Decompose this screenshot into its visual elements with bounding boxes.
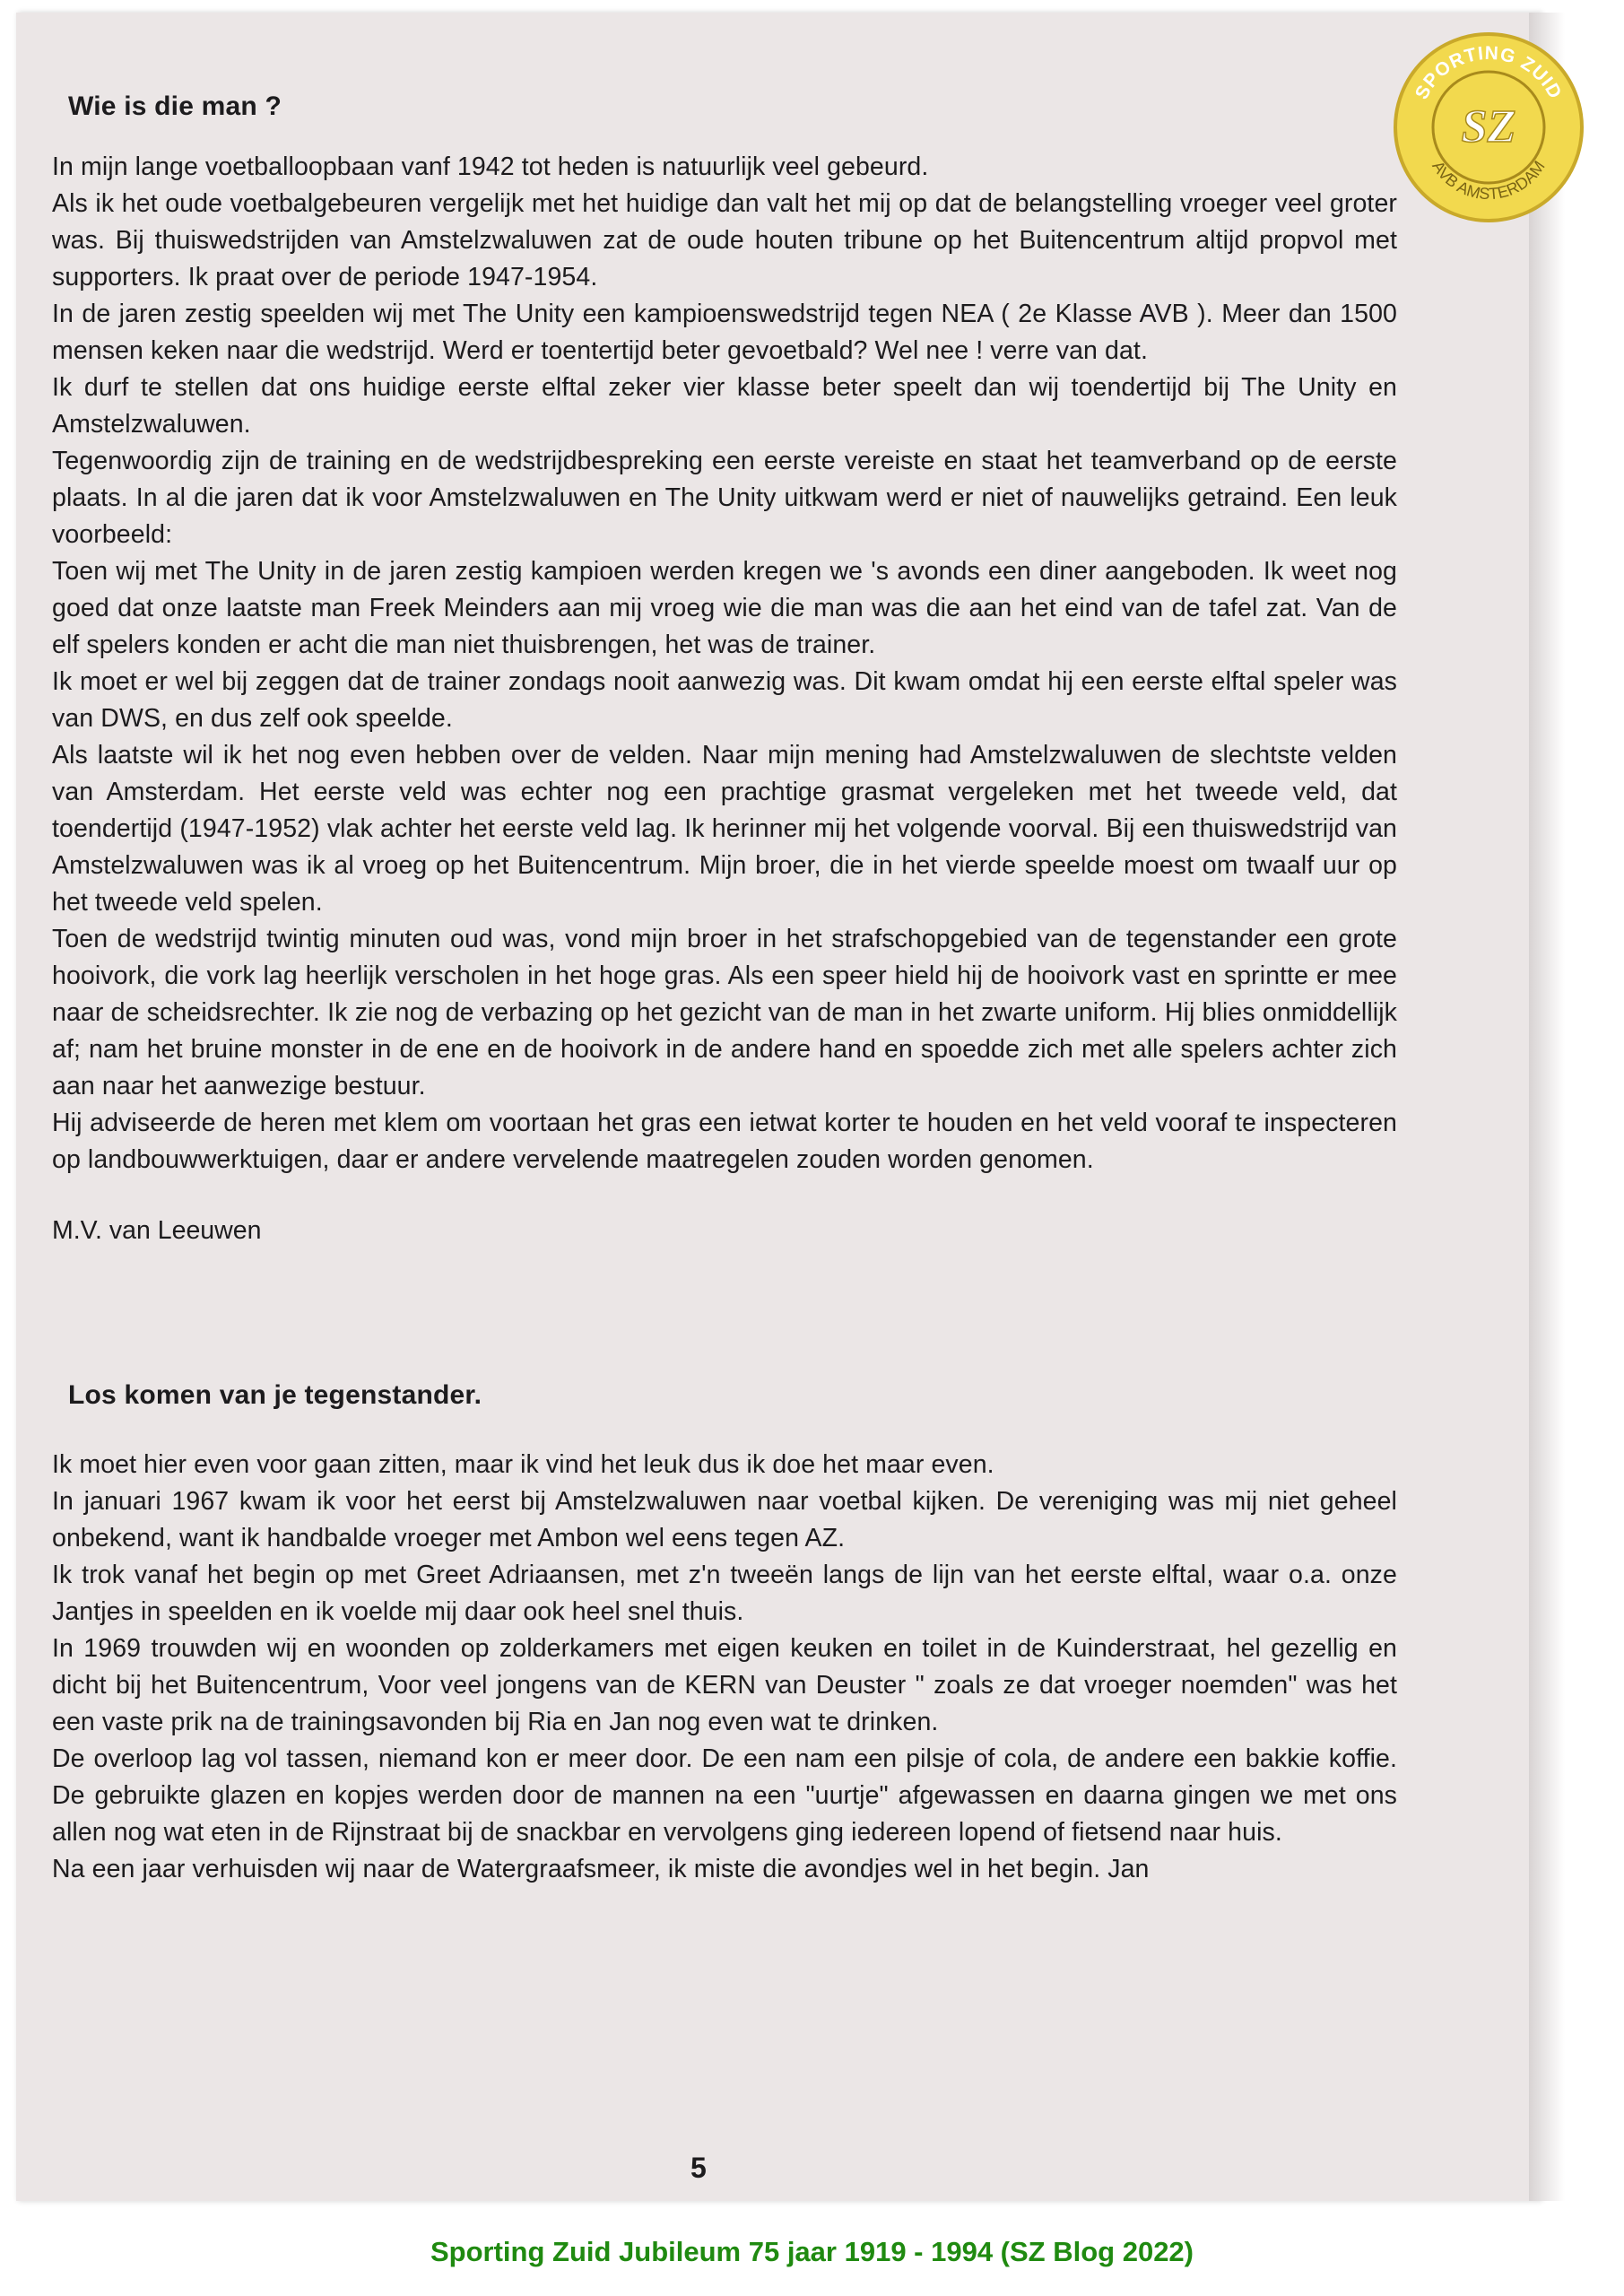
- article-author: M.V. van Leeuwen: [52, 1216, 262, 1245]
- paragraph: De overloop lag vol tassen, niemand kon er meer door. De een nam een pilsje of cola, de andere een bakkie koffie. De gebruikte glazen en kopjes werden door de mannen na een "uurtje" afgewassen en daarna gingen we met ons allen nog wat eten in de Rijnstraat bij de snackbar en vervolgens ging iedereen lopend of fietsend naar huis.: [52, 1744, 1397, 1847]
- page-edge-shadow: [1529, 13, 1565, 2201]
- paragraph: Na een jaar verhuisden wij naar de Watergraafsmeer, ik miste die avondjes wel in het begin. Jan: [52, 1855, 1150, 1883]
- logo-bottom-text: AVB AMSTERDAM: [1429, 157, 1549, 204]
- footer-caption: Sporting Zuid Jubileum 75 jaar 1919 - 1994 (SZ Blog 2022): [430, 2236, 1194, 2267]
- paragraph: Toen de wedstrijd twintig minuten oud was, vond mijn broer in het strafschopgebied van de tegenstander een grote hooivork, die vork lag heerlijk verscholen in het hoge gras. Als een speer hield hij de hooivork vast en sprintte er mee naar de scheidsrechter. Ik zie nog de verbazing op het gezicht van de man in het zwarte uniform. Hij blies onmiddellijk af; nam het bruine monster in de ene en de hooivork in de andere hand en spoedde zich met alle spelers achter zich aan naar het aanwezige bestuur.: [52, 925, 1397, 1100]
- paragraph: Tegenwoordig zijn de training en de wedstrijdbespreking een eerste vereiste en staat het teamverband op de eerste plaats. In al die jaren dat ik voor Amstelzwaluwen en The Unity uitkwam werd er niet of nauwelijks getraind. Een leuk voorbeeld:: [52, 447, 1397, 549]
- paragraph: Ik trok vanaf het begin op met Greet Adriaansen, met z'n tweeën langs de lijn van het eerste elftal, waar o.a. onze Jantjes in speelden en ik voelde mij daar ook heel snel thuis.: [52, 1561, 1397, 1626]
- paragraph: In januari 1967 kwam ik voor het eerst bij Amstelzwaluwen naar voetbal kijken. De vereniging was mij niet geheel onbekend, want ik handbalde vroeger met Ambon wel eens tegen AZ.: [52, 1487, 1397, 1552]
- page-number: 5: [690, 2152, 707, 2184]
- article-title: Los komen van je tegenstander.: [68, 1380, 482, 1410]
- paragraph: Hij adviseerde de heren met klem om voortaan het gras een ietwat korter te houden en het veld vooraf te inspecteren op landbouwwerktuigen, daar er andere vervelende maatregelen zouden worden genomen.: [52, 1109, 1397, 1174]
- paragraph: In mijn lange voetballoopbaan vanf 1942 tot heden is natuurlijk veel gebeurd.: [52, 152, 929, 181]
- paragraph: Als laatste wil ik het nog even hebben over de velden. Naar mijn mening had Amstelzwaluwen de slechtste velden van Amsterdam. Het eerste veld was echter nog een prachtige grasmat vergeleken met het tweede veld, dat toendertijd (1947-1952) vlak achter het eerste veld lag. Ik herinner mij het volgende voorval. Bij een thuiswedstrijd van Amstelzwaluwen was ik al vroeg op het Buitencentrum. Mijn broer, die in het vierde speelde moest om twaalf uur op het tweede veld spelen.: [52, 741, 1397, 917]
- paragraph: In de jaren zestig speelden wij met The Unity een kampioenswedstrijd tegen NEA ( 2e Klasse AVB ). Meer dan 1500 mensen keken naar die wedstrijd. Werd er toentertijd beter gevoetbald? Wel nee ! verre van dat.: [52, 300, 1397, 365]
- paragraph: Toen wij met The Unity in de jaren zestig kampioen werden kregen we 's avonds een diner aangeboden. Ik weet nog goed dat onze laatste man Freek Meinders aan mij vroeg wie die man was die aan het eind van de tafel zat. Van de elf spelers konden er acht die man niet thuisbrengen, het was de trainer.: [52, 557, 1397, 659]
- scanned-page: [16, 13, 1541, 2201]
- paragraph: Als ik het oude voetbalgebeuren vergelijk met het huidige dan valt het mij op dat de belangstelling vroeger veel groter was. Bij thuiswedstrijden van Amstelzwaluwen zat de oude houten tribune op het Buitencentrum altijd propvol met supporters. Ik praat over de periode 1947-1954.: [52, 189, 1397, 291]
- article-title: Wie is die man ?: [68, 91, 282, 121]
- sporting-zuid-logo: [1392, 30, 1585, 224]
- paragraph: Ik durf te stellen dat ons huidige eerste elftal zeker vier klasse beter speelt dan wij toendertijd bij The Unity en Amstelzwaluwen.: [52, 373, 1397, 439]
- logo-top-text: SPORTING ZUID: [1411, 42, 1567, 103]
- article-wie-is-die-man: [52, 91, 1397, 1246]
- page-content: [52, 91, 1397, 1888]
- article-los-komen: [52, 1380, 1397, 1888]
- paragraph: Ik moet hier even voor gaan zitten, maar ik vind het leuk dus ik doe het maar even.: [52, 1450, 994, 1479]
- logo-monogram: SZ: [1461, 101, 1516, 152]
- paragraph: Ik moet er wel bij zeggen dat de trainer zondags nooit aanwezig was. Dit kwam omdat hij een eerste elftal speler was van DWS, en dus zelf ook speelde.: [52, 667, 1397, 733]
- paragraph: In 1969 trouwden wij en woonden op zolderkamers met eigen keuken en toilet in de Kuinderstraat, hel gezellig en dicht bij het Buitencentrum, Voor veel jongens van de KERN van Deuster " zoals ze dat vroeger noemden" was het een vaste prik na de trainingsavonden bij Ria en Jan nog even wat te drinken.: [52, 1634, 1397, 1736]
